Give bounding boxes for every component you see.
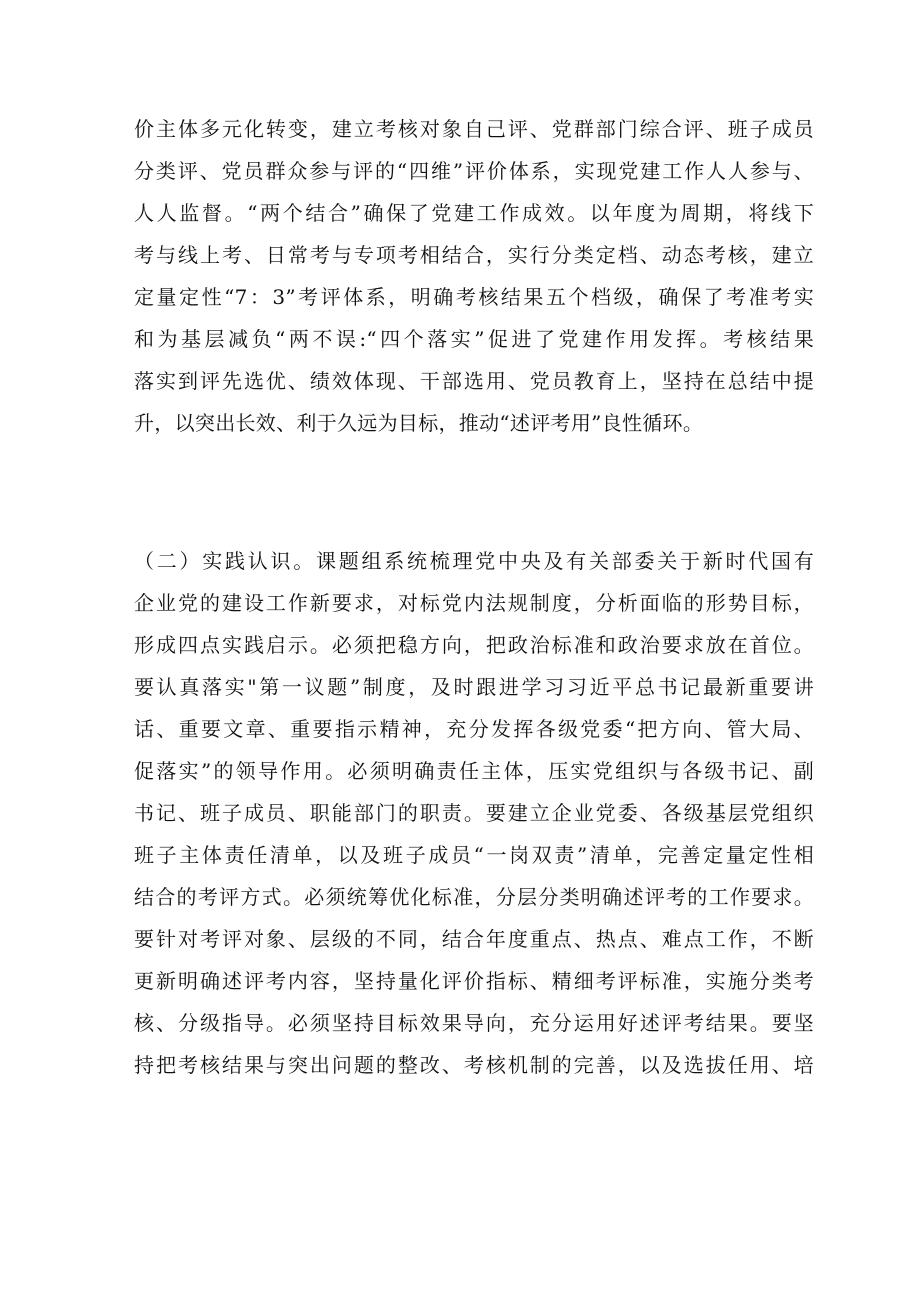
text-line: 班子主体责任清单，以及班子成员“一岗双责”清单，完善定量定性相 bbox=[134, 843, 814, 867]
text-line: 话、重要文章、重要指示精神，充分发挥各级党委“把方向、管大局、 bbox=[134, 717, 814, 741]
text-line: 考与线上考、日常考与专项考相结合，实行分类定档、动态考核，建立 bbox=[134, 243, 814, 267]
text-line: 升，以突出长效、利于久远为目标，推动“述评考用”良性循环。 bbox=[134, 411, 704, 435]
text-line: 企业党的建设工作新要求，对标党内法规制度，分析面临的形势目标， bbox=[134, 591, 814, 615]
text-line: 人人监督。“两个结合”确保了党建工作成效。以年度为周期，将线下 bbox=[134, 201, 814, 225]
paragraph-evaluation-system bbox=[134, 108, 814, 444]
paragraph-practice-insights bbox=[134, 540, 814, 1086]
text-line: 持把考核结果与突出问题的整改、考核机制的完善，以及选拔任用、培 bbox=[134, 1053, 814, 1077]
text-line: 书记、班子成员、职能部门的职责。要建立企业党委、各级基层党组织 bbox=[134, 801, 814, 825]
text-line: 定量定性“7：3”考评体系，明确考核结果五个档级，确保了考准考实 bbox=[134, 285, 814, 309]
text-line: 促落实”的领导作用。必须明确责任主体，压实党组织与各级书记、副 bbox=[134, 759, 814, 783]
text-line: 要针对考评对象、层级的不同，结合年度重点、热点、难点工作，不断 bbox=[134, 927, 814, 951]
text-line: 要认真落实"第一议题”制度，及时跟进学习习近平总书记最新重要讲 bbox=[134, 675, 814, 699]
text-line: 落实到评先选优、绩效体现、干部选用、党员教育上，坚持在总结中提 bbox=[134, 369, 814, 393]
text-line: 价主体多元化转变，建立考核对象自己评、党群部门综合评、班子成员 bbox=[134, 117, 814, 141]
text-line: 结合的考评方式。必须统筹优化标准，分层分类明确述评考的工作要求。 bbox=[134, 885, 814, 909]
text-line: 和为基层减负“两不误:“四个落实”促进了党建作用发挥。考核结果 bbox=[134, 327, 814, 351]
text-line: 更新明确述评考内容，坚持量化评价指标、精细考评标准，实施分类考 bbox=[134, 969, 814, 993]
text-line: 分类评、党员群众参与评的“四维”评价体系，实现党建工作人人参与、 bbox=[134, 159, 814, 183]
text-line: （二）实践认识。课题组系统梳理党中央及有关部委关于新时代国有 bbox=[134, 549, 814, 573]
text-line: 形成四点实践启示。必须把稳方向，把政治标准和政治要求放在首位。 bbox=[134, 633, 814, 657]
text-line: 核、分级指导。必须坚持目标效果导向，充分运用好述评考结果。要坚 bbox=[134, 1011, 814, 1035]
